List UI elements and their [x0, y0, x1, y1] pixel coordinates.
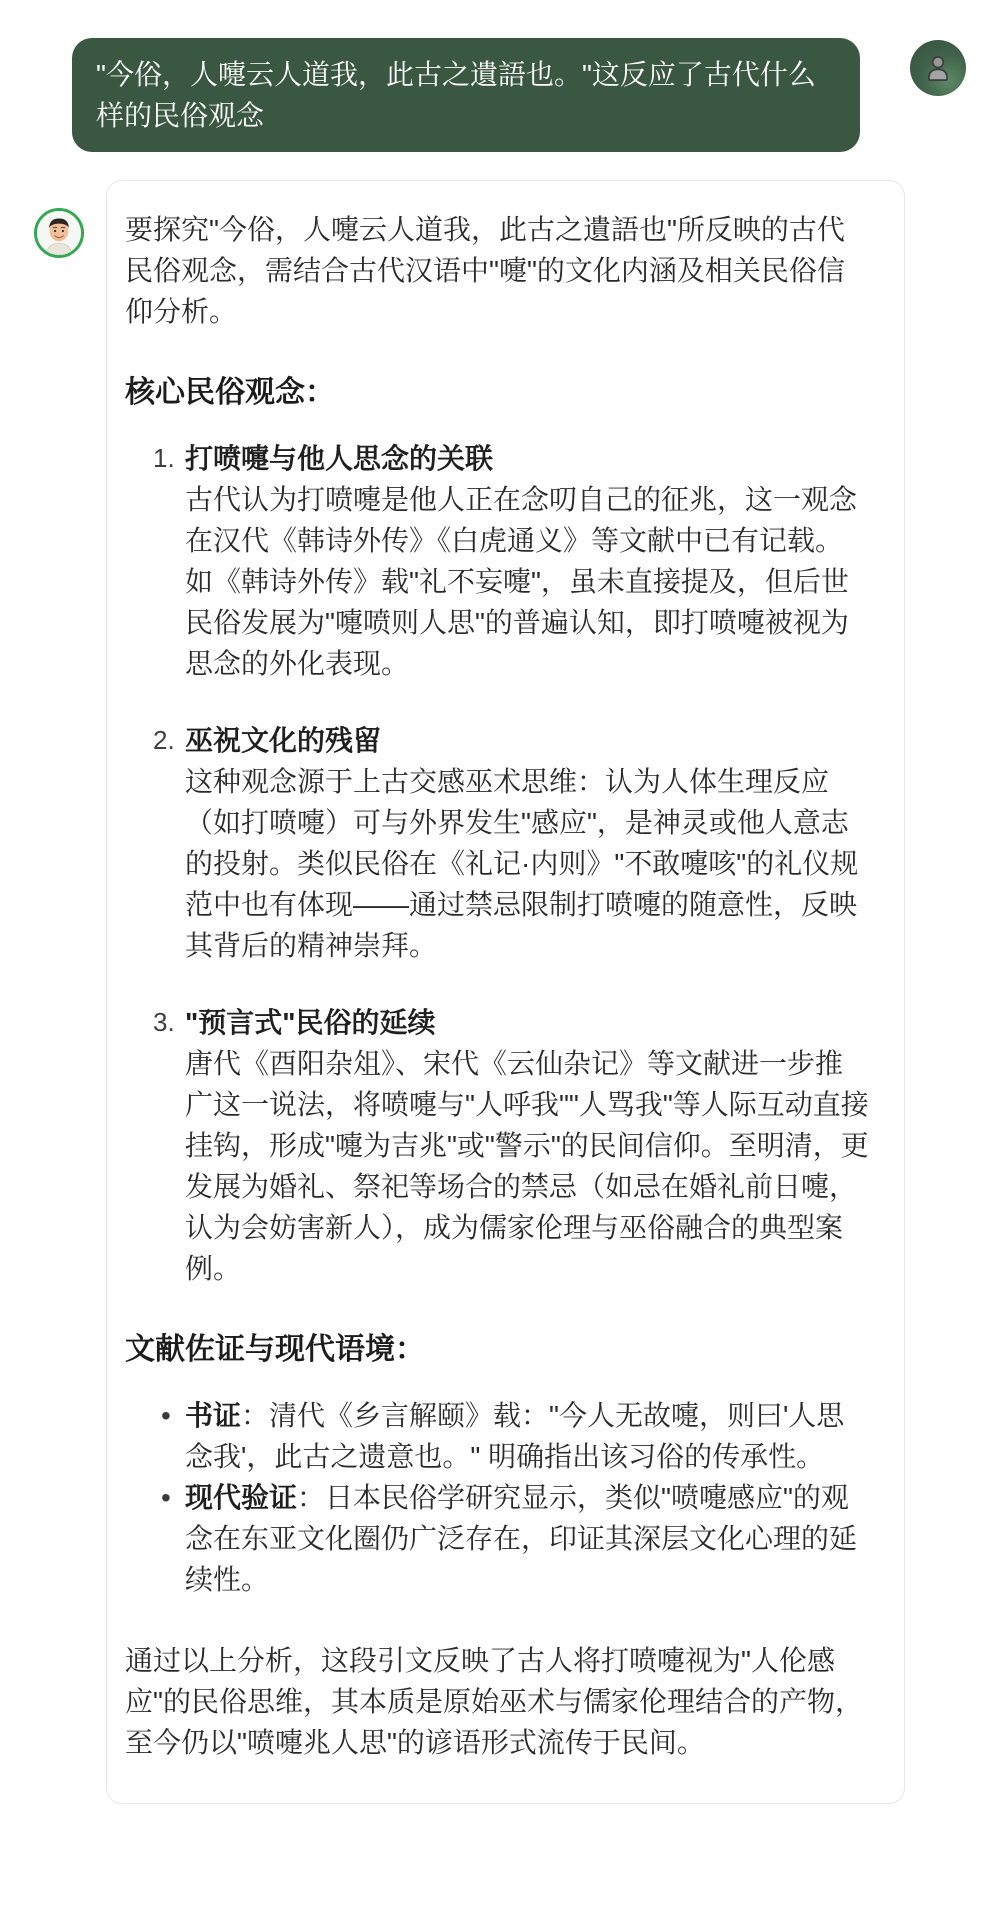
list-item-title: "预言式"民俗的延续	[185, 1007, 436, 1038]
person-icon	[922, 52, 954, 84]
bullet-label: 现代验证	[185, 1482, 298, 1513]
list-item-body: 这种观念源于上古交感巫术思维：认为人体生理反应（如打喷嚏）可与外界发生"感应"，是神灵或他人意志的投射。类似民俗在《礼记·内则》"不敢嚏咳"的礼仪规范中也有体现——通过禁忌限制打喷嚏的随意性，反映其背后的精神崇拜。	[185, 766, 859, 961]
section-heading-core: 核心民俗观念：	[125, 376, 335, 409]
conclusion-paragraph: 通过以上分析，这段引文反映了古人将打喷嚏视为"人伦感应"的民俗思维，其本质是原始巫术与儒家伦理结合的产物，至今仍以"喷嚏兆人思"的谚语形式流传于民间。	[125, 1645, 863, 1758]
core-ordered-list	[125, 438, 869, 1289]
list-item-body: 唐代《酉阳杂俎》、宋代《云仙杂记》等文献进一步推广这一说法，将喷嚏与"人呼我""人骂我"等人际互动直接挂钩，形成"嚏为吉兆"或"警示"的民间信仰。至明清，更发展为婚礼、祭祀等场合的禁忌（如忌在婚礼前日嚏，认为会妨害新人），成为儒家伦理与巫俗融合的典型案例。	[185, 1048, 869, 1284]
user-message-bubble	[72, 38, 860, 152]
list-item	[185, 1002, 869, 1289]
list-item	[185, 1477, 869, 1600]
evidence-bullet-list	[125, 1395, 869, 1600]
list-item	[185, 1395, 869, 1477]
user-message-text: "今俗，人嚏云人道我，此古之遺語也。"这反应了古代什么样的民俗观念	[96, 59, 816, 131]
assistant-avatar[interactable]	[34, 208, 84, 258]
assistant-message-card	[106, 180, 905, 1804]
section-heading-evidence: 文献佐证与现代语境：	[125, 1333, 425, 1366]
intro-paragraph: 要探究"今俗，人嚏云人道我，此古之遺語也"所反映的古代民俗观念，需结合古代汉语中"嚏"的文化内涵及相关民俗信仰分析。	[125, 214, 845, 327]
list-item-body: 古代认为打喷嚏是他人正在念叨自己的征兆，这一观念在汉代《韩诗外传》《白虎通义》等文献中已有记载。如《韩诗外传》载"礼不妄嚏"，虽未直接提及，但后世民俗发展为"嚏喷则人思"的普遍认知，即打喷嚏被视为思念的外化表现。	[185, 484, 858, 679]
bullet-body: ：清代《乡言解颐》载："今人无故嚏，则曰'人思念我'，此古之遗意也。" 明确指出该习俗的传承性。	[185, 1400, 845, 1472]
list-item-title: 打喷嚏与他人思念的关联	[185, 443, 494, 474]
user-avatar[interactable]	[910, 40, 966, 96]
list-item-title: 巫祝文化的残留	[185, 725, 382, 756]
user-message-row	[0, 38, 1000, 152]
list-item	[185, 438, 869, 684]
list-item	[185, 720, 869, 966]
assistant-portrait-icon	[37, 211, 81, 255]
bullet-body: ：日本民俗学研究显示，类似"喷嚏感应"的观念在东亚文化圈仍广泛存在，印证其深层文化心理的延续性。	[185, 1482, 858, 1595]
bullet-label: 书证	[185, 1400, 242, 1431]
assistant-message-row	[0, 152, 1000, 1844]
